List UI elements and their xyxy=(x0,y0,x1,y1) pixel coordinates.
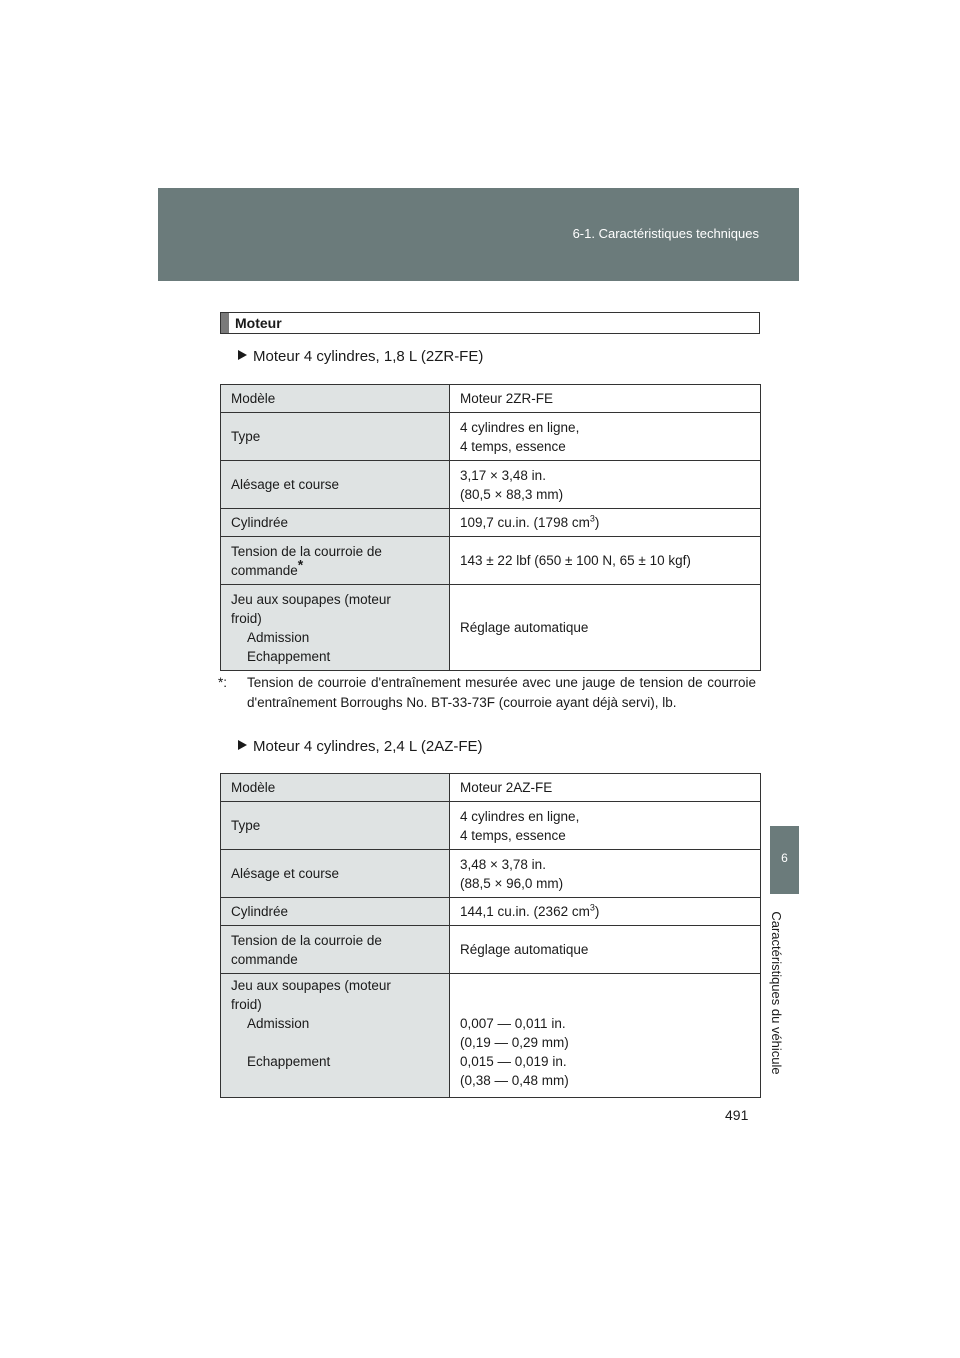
value-line: (88,5 × 96,0 mm) xyxy=(460,875,564,891)
label-line: Jeu aux soupapes (moteur xyxy=(231,978,391,993)
value-line: 4 temps, essence xyxy=(460,438,566,454)
label-cell: Alésage et course xyxy=(221,461,450,509)
label-line: froid) xyxy=(231,997,262,1012)
value-cell: Réglage automatique xyxy=(450,585,761,671)
value-cell xyxy=(450,802,761,850)
value-cell xyxy=(450,850,761,898)
chapter-number: 6 xyxy=(781,851,788,865)
table-row xyxy=(221,509,761,537)
page-number: 491 xyxy=(725,1107,749,1123)
engine2-heading xyxy=(238,738,483,755)
table-row xyxy=(221,413,761,461)
engine1-heading-text: Moteur 4 cylindres, 1,8 L (2ZR-FE) xyxy=(253,348,484,365)
superscript: 3 xyxy=(589,513,595,524)
section-title-header: 6-1. Caractéristiques techniques xyxy=(572,226,759,241)
label-line: commande xyxy=(231,562,298,578)
chapter-tab xyxy=(770,826,799,894)
label-line: Tension de la courroie de xyxy=(231,932,382,948)
engine1-heading xyxy=(238,348,483,365)
heading-marker xyxy=(221,313,229,333)
value-line: ) xyxy=(594,515,600,530)
table-row xyxy=(221,585,761,671)
label-cell: Modèle xyxy=(221,774,450,802)
label-cell xyxy=(221,537,450,585)
section-heading-text: Moteur xyxy=(235,315,282,331)
label-cell: Alésage et course xyxy=(221,850,450,898)
label-cell: Cylindrée xyxy=(221,898,450,926)
table-row xyxy=(221,898,761,926)
section-heading xyxy=(220,312,760,334)
chapter-header-bar xyxy=(158,188,799,281)
table-row xyxy=(221,850,761,898)
engine2-heading-text: Moteur 4 cylindres, 2,4 L (2AZ-FE) xyxy=(253,738,483,755)
triangle-bullet-icon xyxy=(238,350,247,360)
value-line: (0,38 — 0,48 mm) xyxy=(460,1073,569,1088)
value-cell: Moteur 2ZR-FE xyxy=(450,385,761,413)
footnote-text: Tension de courroie d'entraînement mesurée avec une jauge de tension de courroie d'entraînement Borroughs No. BT-33-73F (courroie ayant déjà servi), lb. xyxy=(247,675,756,710)
label-cell: Modèle xyxy=(221,385,450,413)
table-row xyxy=(221,774,761,802)
label-cell: Type xyxy=(221,802,450,850)
value-cell xyxy=(450,898,761,926)
value-cell xyxy=(450,974,761,1098)
label-cell xyxy=(221,585,450,671)
label-line: Jeu aux soupapes (moteur xyxy=(231,591,391,607)
engine1-spec-table xyxy=(220,384,761,671)
table-row xyxy=(221,385,761,413)
label-line: Echappement xyxy=(247,1054,331,1069)
value-cell: Moteur 2AZ-FE xyxy=(450,774,761,802)
value-line: 4 cylindres en ligne, xyxy=(460,419,580,435)
value-line: ) xyxy=(594,904,600,919)
label-cell xyxy=(221,926,450,974)
table-row xyxy=(221,926,761,974)
value-cell xyxy=(450,413,761,461)
table-row xyxy=(221,802,761,850)
table-row xyxy=(221,974,761,1098)
label-cell xyxy=(221,974,450,1098)
value-cell: 143 ± 22 lbf (650 ± 100 N, 65 ± 10 kgf) xyxy=(450,537,761,585)
engine2-spec-table xyxy=(220,773,761,1098)
label-line: commande xyxy=(231,951,298,967)
label-line: Echappement xyxy=(247,648,331,664)
value-line: 4 temps, essence xyxy=(460,827,566,843)
value-line: 0,015 — 0,019 in. xyxy=(460,1054,567,1069)
triangle-bullet-icon xyxy=(238,740,247,750)
footnote-marker: *: xyxy=(218,675,228,690)
superscript: 3 xyxy=(589,902,595,913)
table-row xyxy=(221,537,761,585)
value-cell: Réglage automatique xyxy=(450,926,761,974)
value-line: 3,17 × 3,48 in. xyxy=(460,467,546,483)
chapter-label: Caractéristiques du véhicule xyxy=(769,911,784,1075)
table-row xyxy=(221,461,761,509)
value-line: 3,48 × 3,78 in. xyxy=(460,856,546,872)
value-line: 0,007 — 0,011 in. xyxy=(460,1016,566,1031)
footnote xyxy=(218,673,756,712)
value-line: 109,7 cu.in. (1798 cm xyxy=(460,515,590,530)
value-line: 144,1 cu.in. (2362 cm xyxy=(460,904,590,919)
label-cell: Type xyxy=(221,413,450,461)
label-line: Admission xyxy=(247,1016,310,1031)
label-line: froid) xyxy=(231,610,262,626)
value-line: (0,19 — 0,29 mm) xyxy=(460,1035,569,1050)
label-line: Admission xyxy=(247,629,310,645)
footnote-star: * xyxy=(297,556,304,572)
value-line: (80,5 × 88,3 mm) xyxy=(460,486,564,502)
label-cell: Cylindrée xyxy=(221,509,450,537)
label-line: Tension de la courroie de xyxy=(231,543,382,559)
value-cell xyxy=(450,509,761,537)
value-cell xyxy=(450,461,761,509)
value-line: 4 cylindres en ligne, xyxy=(460,808,580,824)
